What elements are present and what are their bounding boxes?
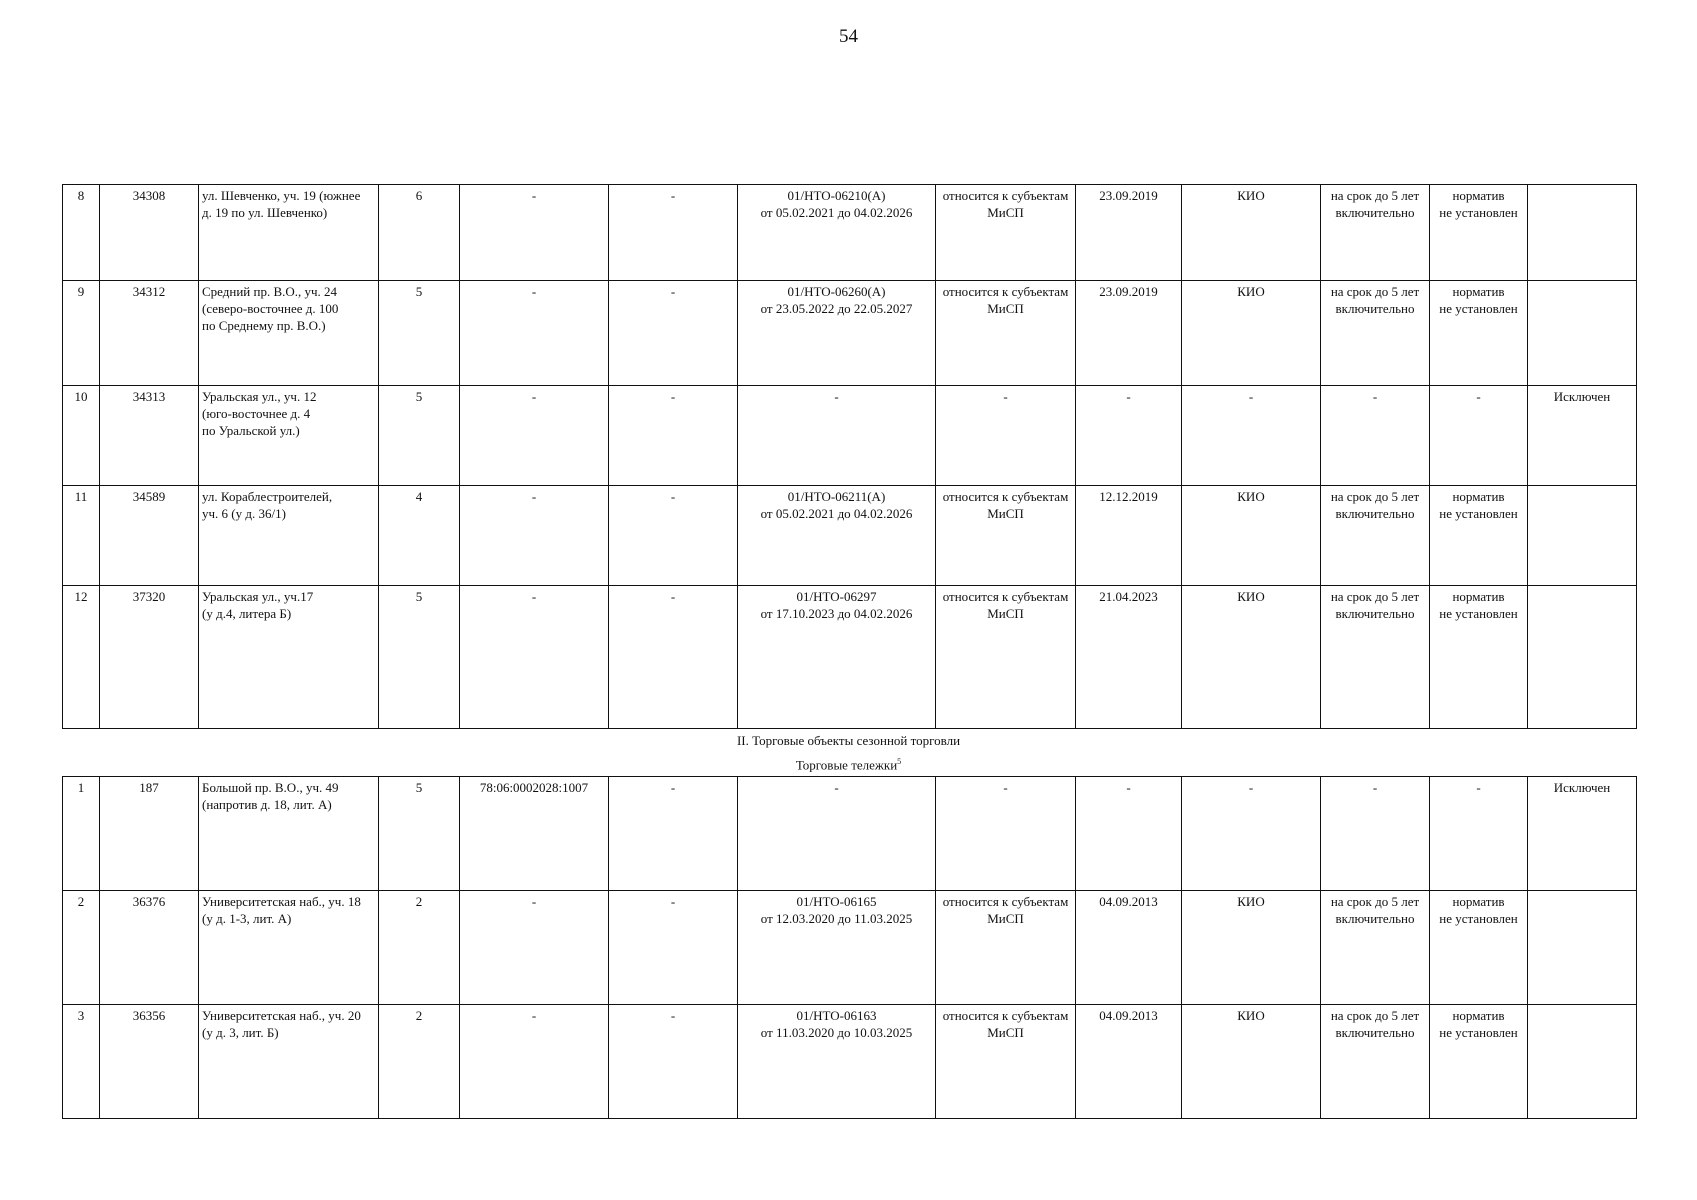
smsp-status: относится к субъектам МиСП bbox=[936, 586, 1076, 729]
subsection-title-text: Торговые тележки bbox=[795, 757, 898, 773]
placement-term: на срок до 5 лет включительно bbox=[1321, 891, 1430, 1005]
object-code: 37320 bbox=[100, 586, 199, 729]
note: Исключен bbox=[1528, 777, 1637, 891]
object-address: Уральская ул., уч. 12 (юго-восточнее д. 4 по Уральской ул.) bbox=[199, 386, 379, 486]
contract-info: 01/НТО-06260(А) от 23.05.2022 до 22.05.2027 bbox=[738, 281, 936, 386]
smsp-status: относится к субъектам МиСП bbox=[936, 1005, 1076, 1119]
smsp-status: - bbox=[936, 386, 1076, 486]
object-area: 2 bbox=[379, 1005, 460, 1119]
cadastral-number: - bbox=[460, 281, 609, 386]
object-address: Большой пр. В.О., уч. 49 (напротив д. 18, лит. А) bbox=[199, 777, 379, 891]
norm-status: норматив не установлен bbox=[1430, 891, 1528, 1005]
inclusion-date: 23.09.2019 bbox=[1076, 281, 1182, 386]
objects-table-1 bbox=[62, 184, 1637, 729]
note bbox=[1528, 586, 1637, 729]
inclusion-date: 12.12.2019 bbox=[1076, 486, 1182, 586]
norm-status: норматив не установлен bbox=[1430, 185, 1528, 281]
object-area: 5 bbox=[379, 586, 460, 729]
authority: КИО bbox=[1182, 1005, 1321, 1119]
table-row bbox=[63, 185, 1637, 281]
inclusion-date: 04.09.2013 bbox=[1076, 891, 1182, 1005]
inclusion-date: - bbox=[1076, 386, 1182, 486]
row-number: 3 bbox=[63, 1005, 100, 1119]
table-row bbox=[63, 281, 1637, 386]
cadastral-number: - bbox=[460, 1005, 609, 1119]
column-6-value: - bbox=[609, 281, 738, 386]
object-code: 34312 bbox=[100, 281, 199, 386]
object-address: Университетская наб., уч. 20 (у д. 3, лит. Б) bbox=[199, 1005, 379, 1119]
cadastral-number: - bbox=[460, 486, 609, 586]
object-code: 36376 bbox=[100, 891, 199, 1005]
smsp-status: относится к субъектам МиСП bbox=[936, 486, 1076, 586]
authority: КИО bbox=[1182, 586, 1321, 729]
object-address: Средний пр. В.О., уч. 24 (северо-восточнее д. 100 по Среднему пр. В.О.) bbox=[199, 281, 379, 386]
footnote-mark: 5 bbox=[897, 757, 902, 766]
table-row bbox=[63, 486, 1637, 586]
contract-info: - bbox=[738, 386, 936, 486]
note bbox=[1528, 281, 1637, 386]
object-area: 5 bbox=[379, 281, 460, 386]
smsp-status: относится к субъектам МиСП bbox=[936, 281, 1076, 386]
table-row bbox=[63, 891, 1637, 1005]
object-code: 187 bbox=[100, 777, 199, 891]
object-code: 34313 bbox=[100, 386, 199, 486]
table-row bbox=[63, 1005, 1637, 1119]
smsp-status: - bbox=[936, 777, 1076, 891]
object-area: 6 bbox=[379, 185, 460, 281]
placement-term: - bbox=[1321, 777, 1430, 891]
objects-table-2 bbox=[62, 776, 1637, 1119]
row-number: 12 bbox=[63, 586, 100, 729]
cadastral-number: - bbox=[460, 185, 609, 281]
contract-info: 01/НТО-06210(А) от 05.02.2021 до 04.02.2026 bbox=[738, 185, 936, 281]
authority: КИО bbox=[1182, 891, 1321, 1005]
cadastral-number: 78:06:0002028:1007 bbox=[460, 777, 609, 891]
contract-info: - bbox=[738, 777, 936, 891]
column-6-value: - bbox=[609, 386, 738, 486]
cadastral-number: - bbox=[460, 386, 609, 486]
contract-info: 01/НТО-06211(А) от 05.02.2021 до 04.02.2026 bbox=[738, 486, 936, 586]
norm-status: норматив не установлен bbox=[1430, 1005, 1528, 1119]
object-area: 5 bbox=[379, 777, 460, 891]
row-number: 8 bbox=[63, 185, 100, 281]
note bbox=[1528, 486, 1637, 586]
authority: КИО bbox=[1182, 185, 1321, 281]
object-address: Университетская наб., уч. 18 (у д. 1-3, лит. А) bbox=[199, 891, 379, 1005]
column-6-value: - bbox=[609, 586, 738, 729]
contract-info: 01/НТО-06297 от 17.10.2023 до 04.02.2026 bbox=[738, 586, 936, 729]
inclusion-date: 21.04.2023 bbox=[1076, 586, 1182, 729]
contract-info: 01/НТО-06163 от 11.03.2020 до 10.03.2025 bbox=[738, 1005, 936, 1119]
column-6-value: - bbox=[609, 1005, 738, 1119]
column-6-value: - bbox=[609, 185, 738, 281]
note: Исключен bbox=[1528, 386, 1637, 486]
section-title: II. Торговые объекты сезонной торговли bbox=[736, 733, 961, 748]
object-code: 36356 bbox=[100, 1005, 199, 1119]
smsp-status: относится к субъектам МиСП bbox=[936, 891, 1076, 1005]
note bbox=[1528, 1005, 1637, 1119]
placement-term: - bbox=[1321, 386, 1430, 486]
smsp-status: относится к субъектам МиСП bbox=[936, 185, 1076, 281]
row-number: 1 bbox=[63, 777, 100, 891]
placement-term: на срок до 5 лет включительно bbox=[1321, 1005, 1430, 1119]
object-code: 34308 bbox=[100, 185, 199, 281]
table-row bbox=[63, 777, 1637, 891]
table-row bbox=[63, 386, 1637, 486]
column-6-value: - bbox=[609, 777, 738, 891]
object-area: 5 bbox=[379, 386, 460, 486]
norm-status: норматив не установлен bbox=[1430, 586, 1528, 729]
object-address: Уральская ул., уч.17 (у д.4, литера Б) bbox=[199, 586, 379, 729]
object-address: ул. Шевченко, уч. 19 (южнее д. 19 по ул. Шевченко) bbox=[199, 185, 379, 281]
object-address: ул. Кораблестроителей, уч. 6 (у д. 36/1) bbox=[199, 486, 379, 586]
page-number: 54 bbox=[839, 26, 858, 47]
authority: - bbox=[1182, 777, 1321, 891]
placement-term: на срок до 5 лет включительно bbox=[1321, 486, 1430, 586]
cadastral-number: - bbox=[460, 891, 609, 1005]
cadastral-number: - bbox=[460, 586, 609, 729]
authority: КИО bbox=[1182, 486, 1321, 586]
object-area: 4 bbox=[379, 486, 460, 586]
inclusion-date: 23.09.2019 bbox=[1076, 185, 1182, 281]
norm-status: норматив не установлен bbox=[1430, 486, 1528, 586]
inclusion-date: - bbox=[1076, 777, 1182, 891]
row-number: 9 bbox=[63, 281, 100, 386]
inclusion-date: 04.09.2013 bbox=[1076, 1005, 1182, 1119]
object-area: 2 bbox=[379, 891, 460, 1005]
authority: - bbox=[1182, 386, 1321, 486]
subsection-title bbox=[0, 757, 1697, 773]
table-row bbox=[63, 586, 1637, 729]
contract-info: 01/НТО-06165 от 12.03.2020 до 11.03.2025 bbox=[738, 891, 936, 1005]
placement-term: на срок до 5 лет включительно bbox=[1321, 586, 1430, 729]
note bbox=[1528, 185, 1637, 281]
object-code: 34589 bbox=[100, 486, 199, 586]
placement-term: на срок до 5 лет включительно bbox=[1321, 185, 1430, 281]
placement-term: на срок до 5 лет включительно bbox=[1321, 281, 1430, 386]
row-number: 10 bbox=[63, 386, 100, 486]
row-number: 11 bbox=[63, 486, 100, 586]
norm-status: норматив не установлен bbox=[1430, 281, 1528, 386]
column-6-value: - bbox=[609, 891, 738, 1005]
norm-status: - bbox=[1430, 386, 1528, 486]
row-number: 2 bbox=[63, 891, 100, 1005]
column-6-value: - bbox=[609, 486, 738, 586]
norm-status: - bbox=[1430, 777, 1528, 891]
note bbox=[1528, 891, 1637, 1005]
authority: КИО bbox=[1182, 281, 1321, 386]
